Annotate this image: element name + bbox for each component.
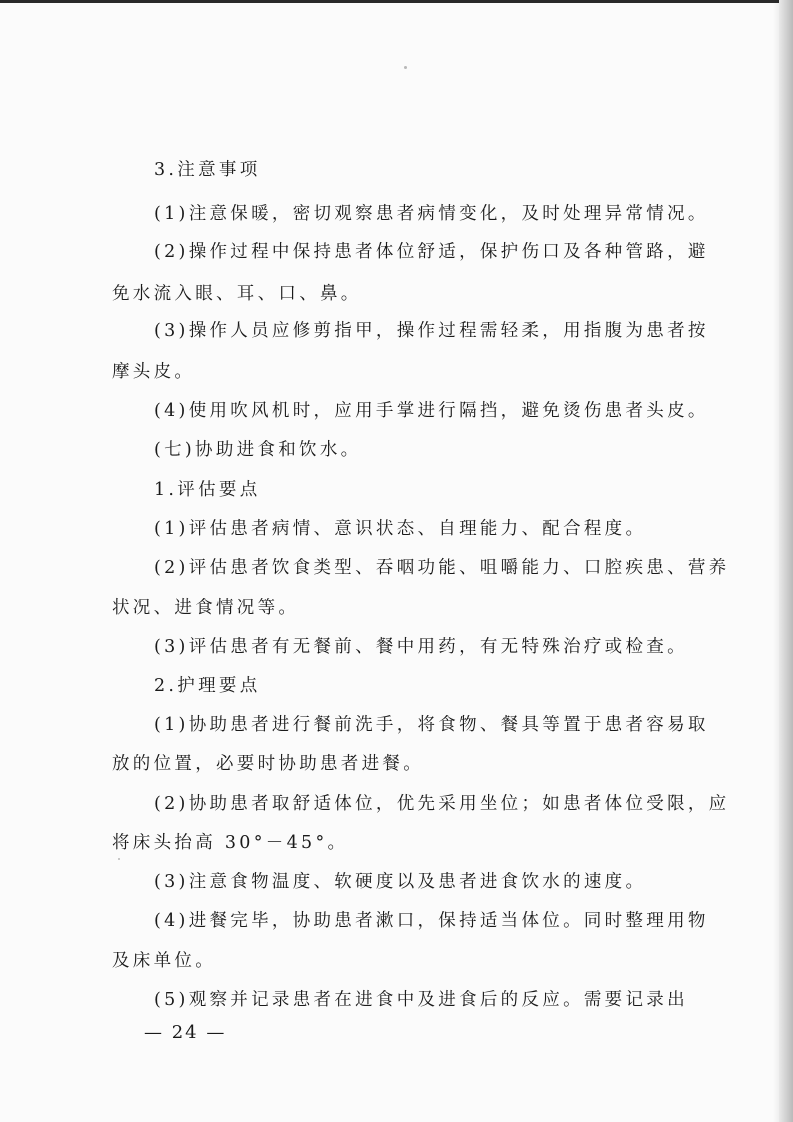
subsection-heading-assessment: 1.评估要点	[154, 480, 261, 500]
page-number: — 24 —	[144, 1022, 227, 1043]
paragraph-line: 将床头抬高 30°－45°。	[112, 833, 349, 853]
paragraph-line: 状况、进食情况等。	[112, 598, 300, 618]
paragraph-line: (2)操作过程中保持患者体位舒适，保护伤口及各种管路，避	[154, 242, 709, 262]
section-heading-notes: 3.注意事项	[154, 160, 261, 180]
paragraph-line: (4)进餐完毕，协助患者漱口，保持适当体位。同时整理用物	[154, 911, 709, 931]
scan-speck	[118, 858, 120, 860]
paragraph-line: (3)操作人员应修剪指甲，操作过程需轻柔，用指腹为患者按	[154, 321, 709, 341]
paragraph-line: (1)协助患者进行餐前洗手，将食物、餐具等置于患者容易取	[154, 715, 709, 735]
scan-right-edge	[779, 0, 793, 1122]
paragraph-line: (3)注意食物温度、软硬度以及患者进食饮水的速度。	[154, 872, 647, 892]
paragraph-line: (1)评估患者病情、意识状态、自理能力、配合程度。	[154, 519, 647, 539]
paragraph-line: (1)注意保暖，密切观察患者病情变化，及时处理异常情况。	[154, 204, 709, 224]
section-heading-feeding: (七)协助进食和饮水。	[154, 440, 362, 460]
scan-speck	[404, 66, 407, 69]
paragraph-line: (4)使用吹风机时，应用手掌进行隔挡，避免烫伤患者头皮。	[154, 401, 709, 421]
paragraph-line: 摩头皮。	[112, 362, 196, 382]
paragraph-line: (2)协助患者取舒适体位，优先采用坐位；如患者体位受限，应	[154, 794, 730, 814]
paragraph-line: 放的位置，必要时协助患者进餐。	[112, 754, 424, 774]
paragraph-line: 免水流入眼、耳、口、鼻。	[112, 284, 362, 304]
paragraph-line: 及床单位。	[112, 951, 216, 971]
scan-top-edge	[0, 0, 793, 3]
paragraph-line: (5)观察并记录患者在进食中及进食后的反应。需要记录出	[154, 990, 688, 1010]
paragraph-line: (3)评估患者有无餐前、餐中用药，有无特殊治疗或检查。	[154, 637, 688, 657]
subsection-heading-nursing: 2.护理要点	[154, 676, 261, 696]
paragraph-line: (2)评估患者饮食类型、吞咽功能、咀嚼能力、口腔疾患、营养	[154, 558, 730, 578]
